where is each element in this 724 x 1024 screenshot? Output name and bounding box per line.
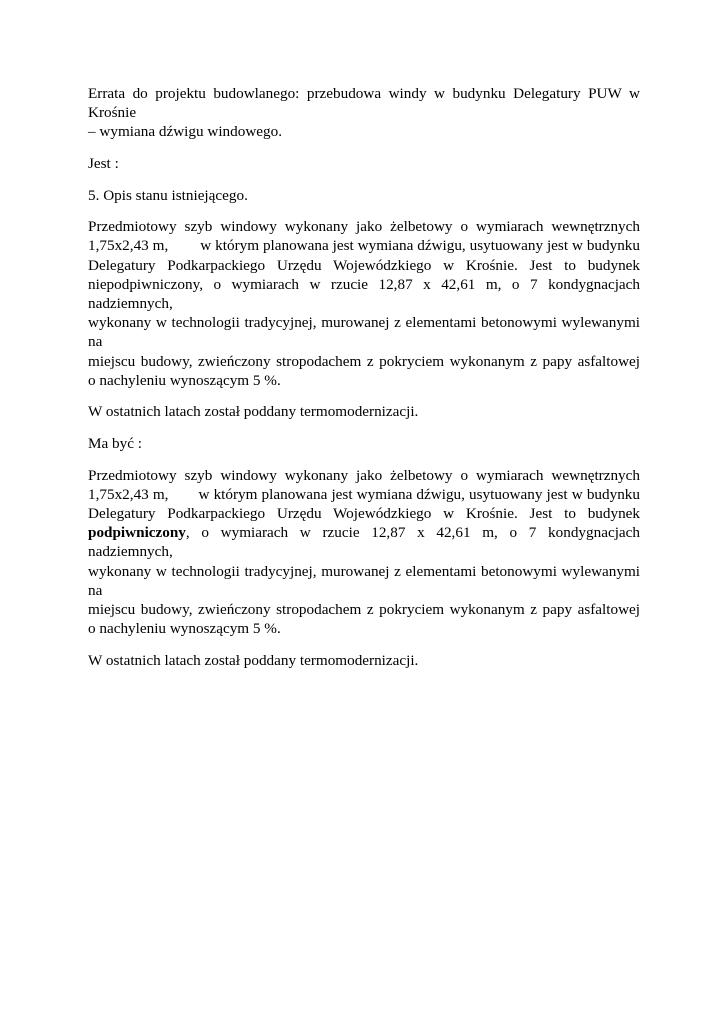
errata-heading-line-2: – wymiana dźwigu windowego.	[88, 123, 283, 141]
section-title: 5. Opis stanu istniejącego.	[88, 186, 248, 204]
ma-byc-line-5: wykonany w technologii tradycyjnej, murowanej z elementami betonowymi wylewanymi na	[88, 562, 640, 599]
ma-byc-line-2-rest: w którym planowana jest wymiana dźwigu, usytuowany jest w budynku	[198, 485, 640, 503]
jest-line-2-rest: w którym planowana jest wymiana dźwigu, usytuowany jest w budynku	[200, 237, 640, 255]
jest-description-paragraph	[88, 217, 640, 390]
document-content	[88, 84, 640, 682]
ma-byc-dimensions: 1,75x2,43 m,	[88, 485, 169, 503]
jest-line-6: miejscu budowy, zwieńczony stropodachem z pokryciem wykonanym z papy asfaltowej	[88, 352, 640, 370]
jest-label: Jest :	[88, 155, 119, 172]
ma-byc-line-1: Przedmiotowy szyb windowy wykonany jako żelbetowy o wymiarach wewnętrznych	[88, 466, 640, 484]
jest-line-7: o nachyleniu wynoszącym 5 %.	[88, 371, 281, 389]
ma-byc-line-6: miejscu budowy, zwieńczony stropodachem z pokryciem wykonanym z papy asfaltowej	[88, 601, 640, 619]
ma-byc-line-7: o nachyleniu wynoszącym 5 %.	[88, 620, 281, 638]
ma-byc-line-2	[88, 485, 640, 504]
jest-line-2	[88, 236, 640, 255]
jest-closing: W ostatnich latach został poddany termomodernizacji.	[88, 403, 419, 421]
errata-heading	[88, 84, 640, 142]
jest-line-3: Delegatury Podkarpackiego Urzędu Wojewódzkiego w Krośnie. Jest to budynek	[88, 256, 640, 274]
ma-byc-label: Ma być :	[88, 435, 142, 452]
jest-line-5: wykonany w technologii tradycyjnej, murowanej z elementami betonowymi wylewanymi na	[88, 314, 640, 351]
ma-byc-bold-term: podpiwniczony	[88, 524, 186, 542]
jest-dimensions: 1,75x2,43 m,	[88, 237, 169, 255]
ma-byc-closing: W ostatnich latach został poddany termomodernizacji.	[88, 651, 419, 669]
jest-line-1: Przedmiotowy szyb windowy wykonany jako żelbetowy o wymiarach wewnętrznych	[88, 218, 640, 236]
ma-byc-line-3: Delegatury Podkarpackiego Urzędu Wojewódzkiego w Krośnie. Jest to budynek	[88, 505, 640, 522]
ma-byc-description-paragraph	[88, 466, 640, 639]
jest-line-4: niepodpiwniczony, o wymiarach w rzucie 12,87 x 42,61 m, o 7 kondygnacjach nadziemnych,	[88, 275, 640, 312]
ma-byc-line-4-rest: , o wymiarach w rzucie 12,87 x 42,61 m, o 7 kondygnacjach nadziemnych,	[88, 524, 640, 561]
ma-byc-line-4	[88, 523, 640, 561]
errata-heading-line-1: Errata do projektu budowlanego: przebudowa windy w budynku Delegatury PUW w Krośnie	[88, 85, 640, 122]
